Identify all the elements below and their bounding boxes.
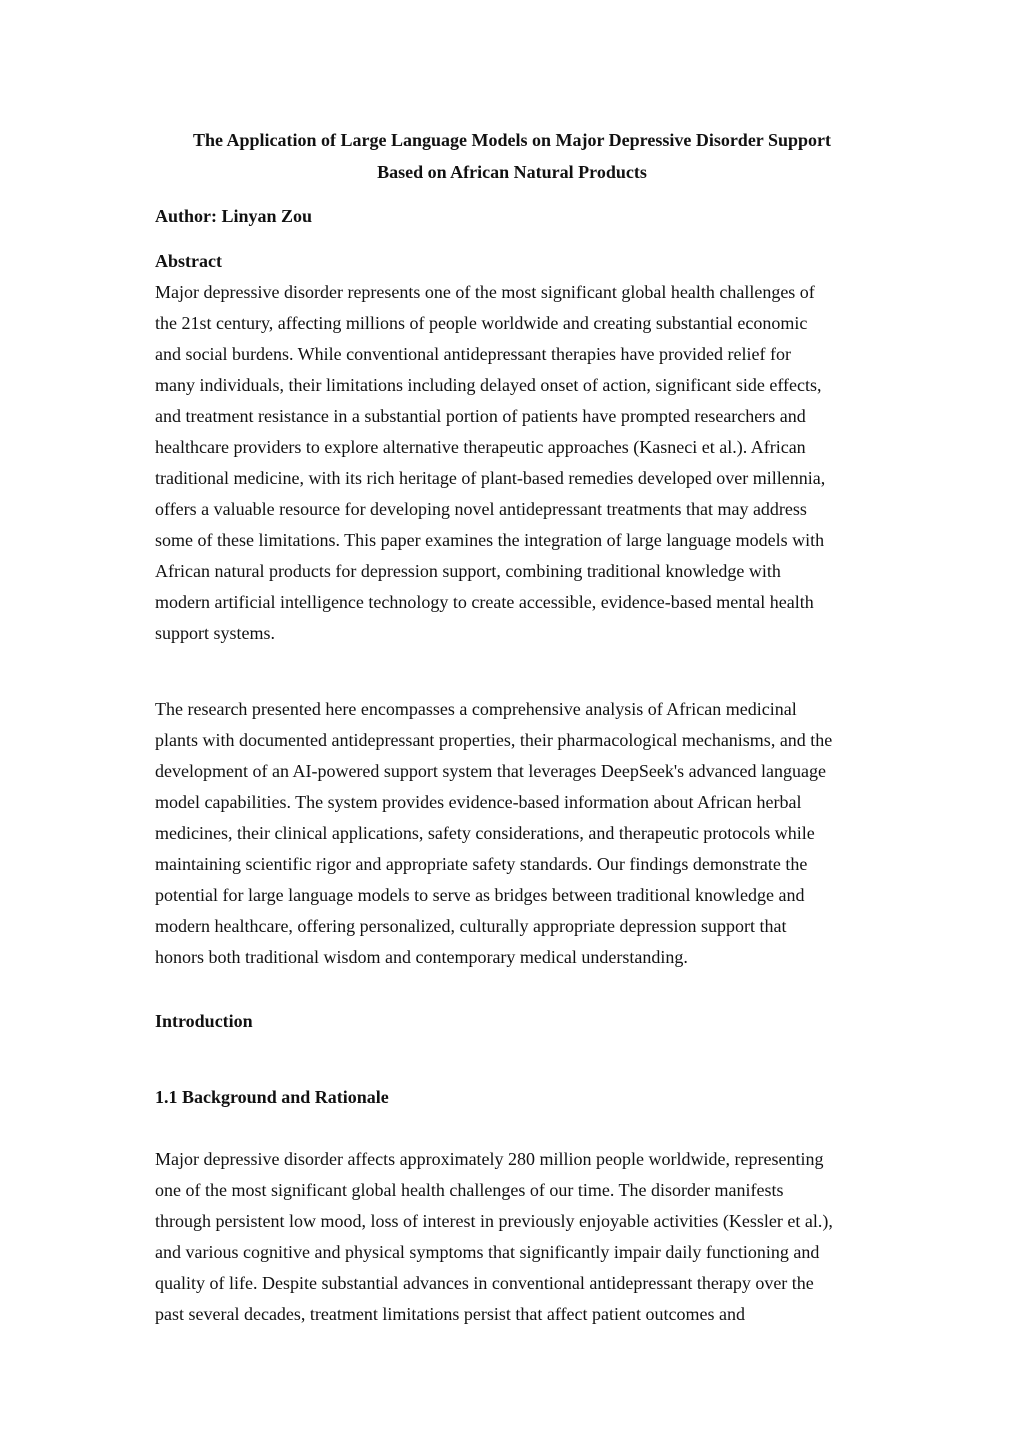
abstract-paragraph-1 bbox=[155, 277, 895, 649]
title-line: Based on African Natural Products bbox=[377, 161, 647, 182]
text-line: many individuals, their limitations including delayed onset of action, significant side effects, bbox=[155, 375, 822, 395]
paper-title bbox=[150, 125, 874, 188]
introduction-paragraph bbox=[155, 1144, 895, 1330]
text-line: support systems. bbox=[155, 623, 276, 643]
text-line: medicines, their clinical applications, safety considerations, and therapeutic protocols while bbox=[155, 823, 815, 843]
abstract-paragraph-2 bbox=[155, 694, 895, 973]
text-line: some of these limitations. This paper examines the integration of large language models with bbox=[155, 530, 825, 550]
introduction-heading: Introduction bbox=[155, 1011, 253, 1031]
abstract-heading: Abstract bbox=[155, 251, 222, 271]
section-heading-1-1: 1.1 Background and Rationale bbox=[155, 1087, 389, 1107]
text-line: traditional medicine, with its rich heritage of plant-based remedies developed over millennia, bbox=[155, 468, 826, 488]
text-line: African natural products for depression support, combining traditional knowledge with bbox=[155, 561, 781, 581]
text-line: Major depressive disorder affects approximately 280 million people worldwide, representing bbox=[155, 1149, 824, 1169]
text-line: Major depressive disorder represents one of the most significant global health challenges of bbox=[155, 282, 815, 302]
text-line: offers a valuable resource for developing novel antidepressant treatments that may address bbox=[155, 499, 807, 519]
text-line: one of the most significant global health challenges of our time. The disorder manifests bbox=[155, 1180, 784, 1200]
text-line: modern artificial intelligence technology to create accessible, evidence-based mental health bbox=[155, 592, 814, 612]
text-line: quality of life. Despite substantial advances in conventional antidepressant therapy over the bbox=[155, 1273, 814, 1293]
text-line: development of an AI-powered support system that leverages DeepSeek's advanced language bbox=[155, 761, 827, 781]
title-line: The Application of Large Language Models on Major Depressive Disorder Support bbox=[192, 130, 831, 150]
text-line: modern healthcare, offering personalized, culturally appropriate depression support that bbox=[155, 916, 787, 936]
text-line: past several decades, treatment limitations persist that affect patient outcomes and bbox=[155, 1304, 745, 1324]
text-line: and social burdens. While conventional antidepressant therapies have provided relief for bbox=[155, 344, 791, 364]
text-line: through persistent low mood, loss of interest in previously enjoyable activities (Kessler et al.), bbox=[155, 1211, 833, 1231]
text-line: model capabilities. The system provides evidence-based information about African herbal bbox=[155, 792, 802, 812]
text-line: potential for large language models to serve as bridges between traditional knowledge and bbox=[155, 885, 805, 905]
text-line: healthcare providers to explore alternative therapeutic approaches (Kasneci et al.). African bbox=[155, 437, 806, 457]
text-line: honors both traditional wisdom and contemporary medical understanding. bbox=[155, 947, 688, 967]
text-line: and treatment resistance in a substantial portion of patients have prompted researchers and bbox=[155, 406, 806, 426]
text-line: The research presented here encompasses a comprehensive analysis of African medicinal bbox=[155, 699, 797, 719]
text-line: plants with documented antidepressant properties, their pharmacological mechanisms, and the bbox=[155, 730, 833, 750]
text-line: maintaining scientific rigor and appropriate safety standards. Our findings demonstrate the bbox=[155, 854, 808, 874]
text-line: the 21st century, affecting millions of people worldwide and creating substantial economic bbox=[155, 313, 808, 333]
author-line: Author: Linyan Zou bbox=[155, 206, 313, 226]
text-line: and various cognitive and physical symptoms that significantly impair daily functioning and bbox=[155, 1242, 820, 1262]
